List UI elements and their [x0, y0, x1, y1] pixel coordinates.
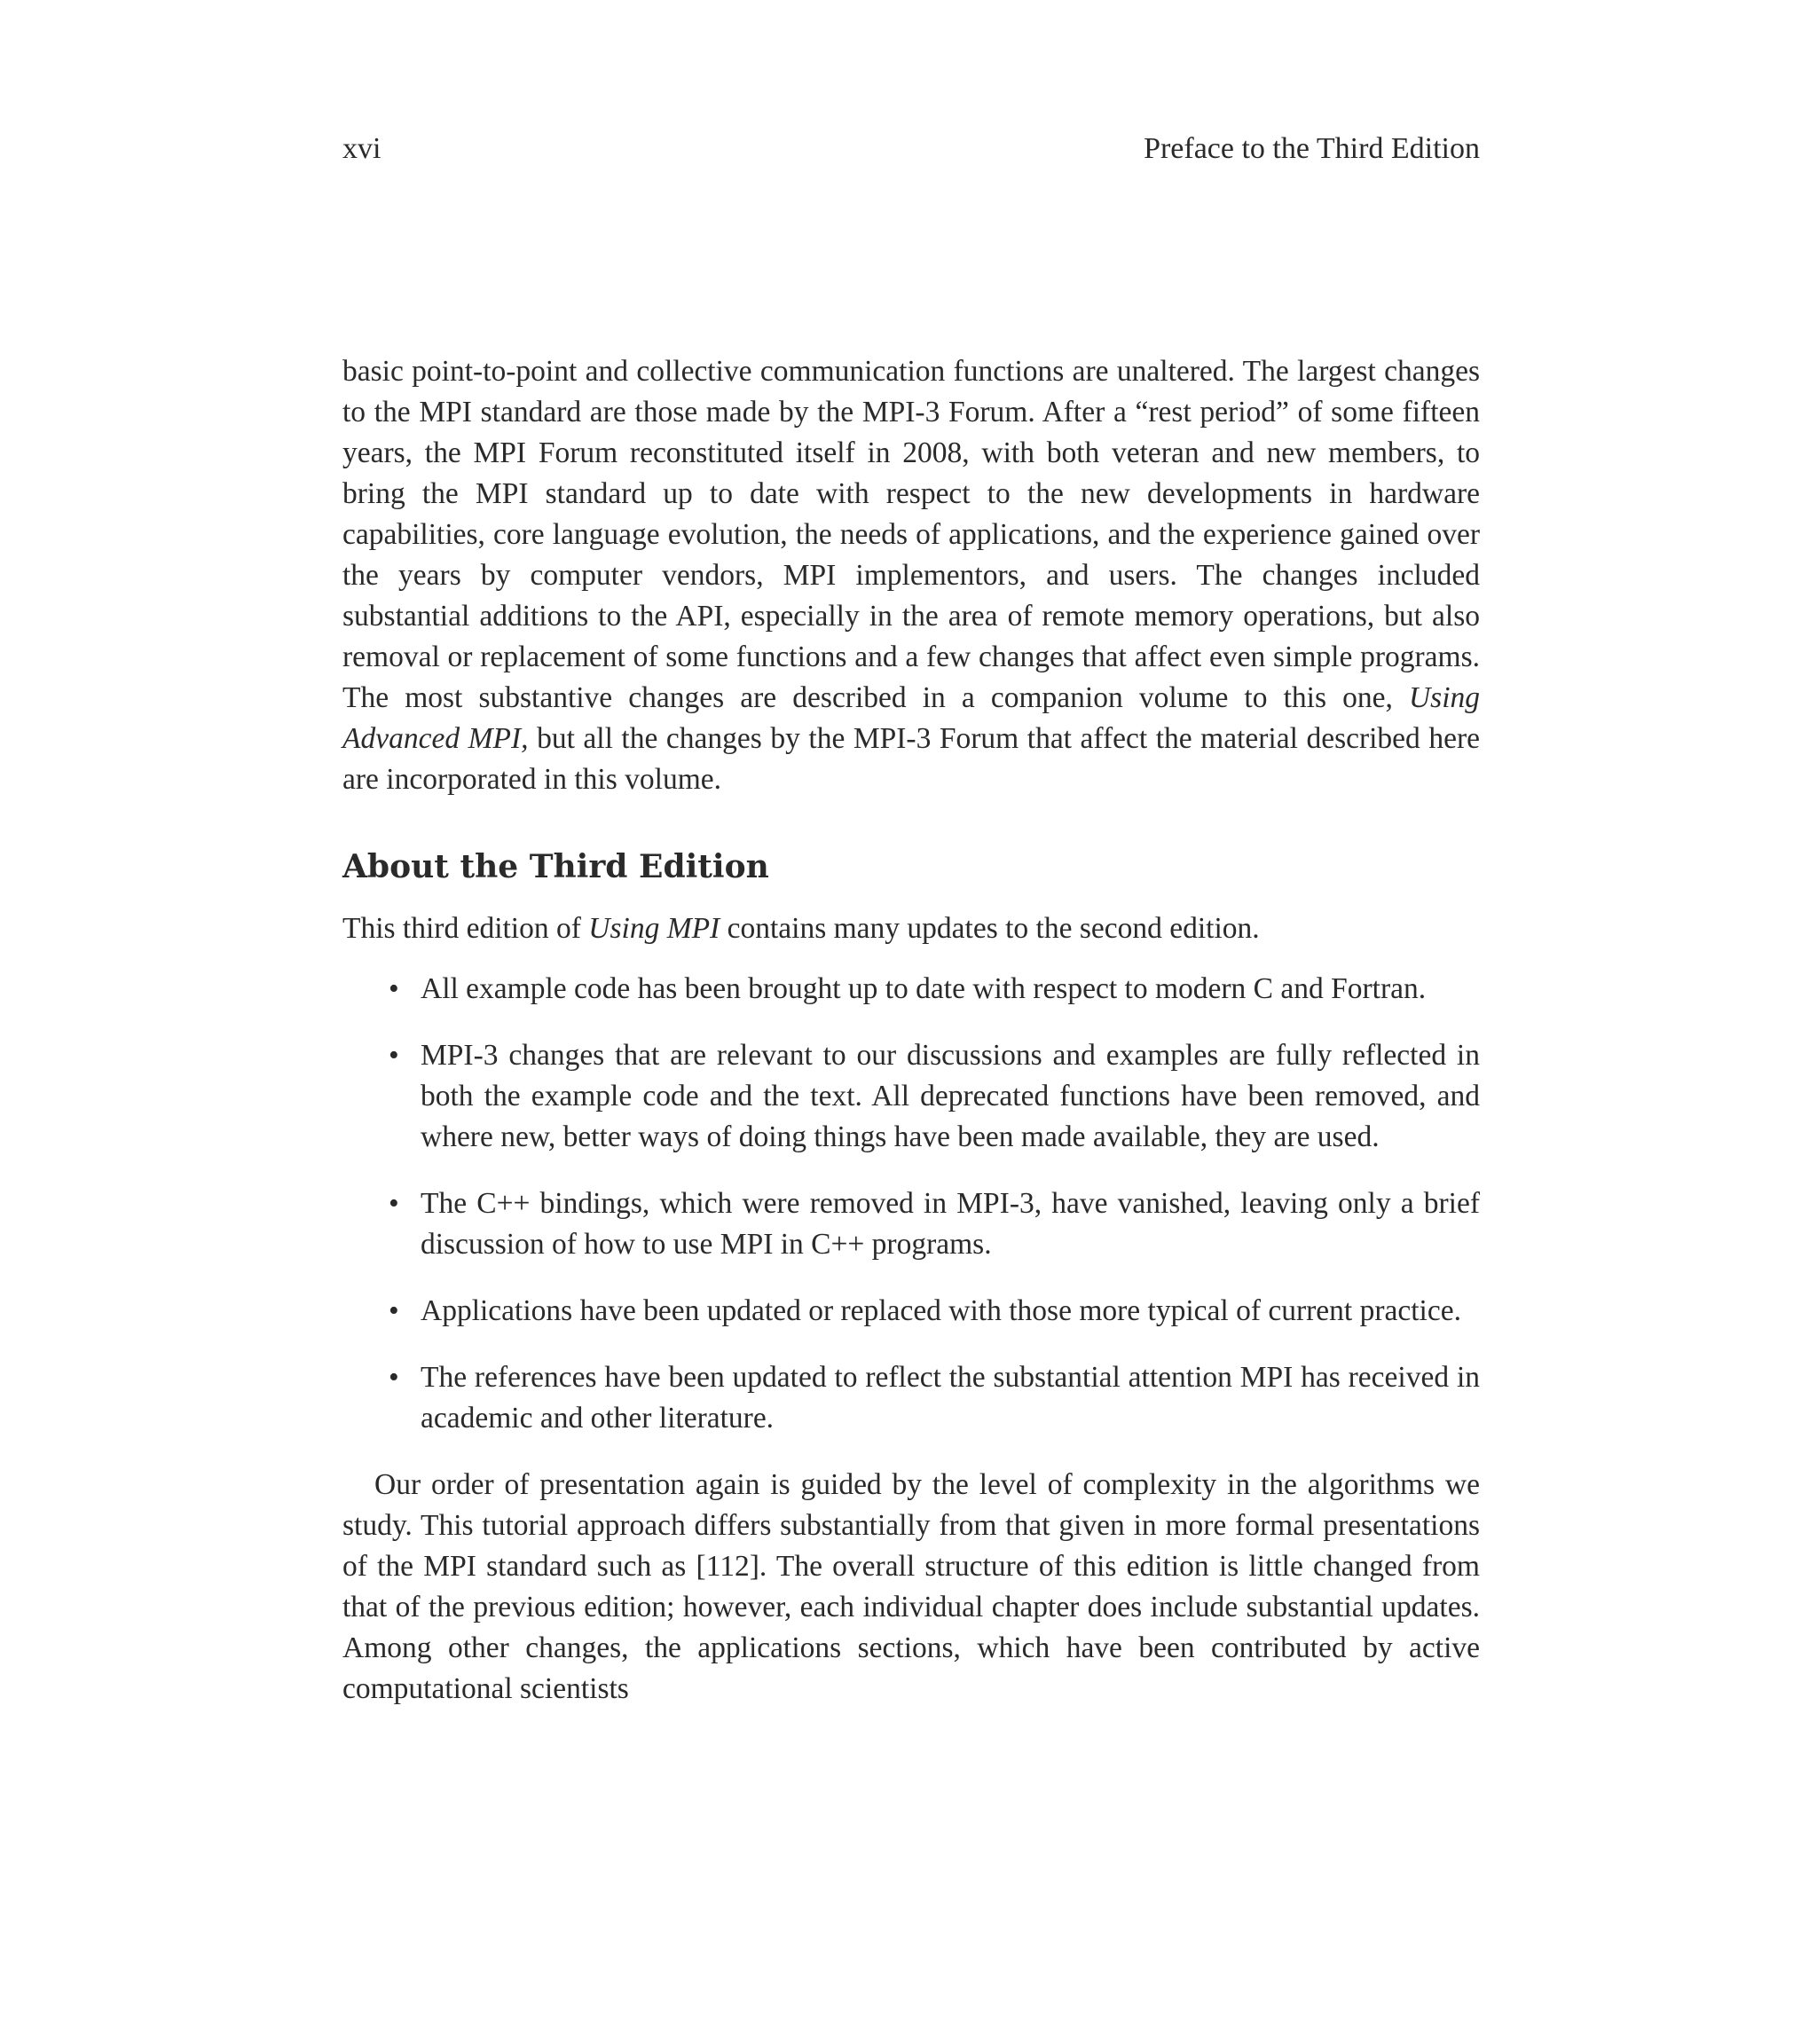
- list-item-text: Applications have been updated or replaced with those more typical of current practice.: [421, 1294, 1461, 1327]
- bullet-icon: •: [389, 1361, 399, 1394]
- bullet-icon: •: [389, 1039, 399, 1072]
- list-item-text: MPI-3 changes that are relevant to our discussions and examples are fully reflected in both the example code and the text. All deprecated functions have been removed, and where new, better ways of doing things have been made available, they are used.: [421, 1039, 1480, 1153]
- page-number: xvi: [342, 132, 381, 165]
- intro-after: contains many updates to the second edition.: [727, 912, 1260, 945]
- book-title-using-mpi: Using MPI: [588, 912, 720, 945]
- book-title-using-advanced-mpi: Using Advanced MPI,: [342, 681, 1481, 755]
- bullet-icon: •: [389, 972, 399, 1005]
- list-item: [342, 969, 1480, 1010]
- paragraph-continued-text: basic point-to-point and collective communication functions are unaltered. The largest changes to the MPI standard are those made by the MPI-3 Forum. After a “rest period” of some fifteen years, the MPI Forum reconstituted itself in 2008, with both veteran and new members, to bring the MPI standard up to date with respect to the new developments in hardware capabilities, core language evolution, the needs of applications, and the experience gained over the years by computer vendors, MPI implementors, and users. The changes included substantial additions to the API, especially in the area of remote memory operations, but also removal or replacement of some functions and a few changes that affect even simple programs. The most substantive changes are described in a companion volume to this one,: [342, 355, 1480, 714]
- paragraph-final: Our order of presentation again is guided by the level of complexity in the algorithms we study. This tutorial approach differs substantially from that given in more formal presentations of the MPI standard such as [112]. The overall structure of this edition is little changed from that of the previous edition; however, each individual chapter does include substantial updates. Among other changes, the applications sections, which have been contributed by active computational scientists: [342, 1468, 1480, 1705]
- list-item-text: The C++ bindings, which were removed in MPI-3, have vanished, leaving only a brief discussion of how to use MPI in C++ programs.: [421, 1187, 1480, 1261]
- list-item: [342, 1035, 1480, 1158]
- section-heading: About the Third Edition: [342, 848, 769, 885]
- list-item-text: The references have been updated to reflect the substantial attention MPI has received in academic and other literature.: [421, 1361, 1480, 1435]
- main-text: [342, 351, 1480, 1710]
- intro-sentence: [342, 908, 1480, 949]
- intro-before: This third edition of: [342, 912, 581, 945]
- bullet-icon: •: [389, 1294, 399, 1327]
- list-item: [342, 1183, 1480, 1265]
- updates-list: [342, 969, 1480, 1439]
- paragraph-continued-end: but all the changes by the MPI-3 Forum that affect the material described here are incorporated in this volume.: [342, 722, 1480, 796]
- list-item: [342, 1291, 1480, 1332]
- running-title: Preface to the Third Edition: [1144, 132, 1480, 165]
- paragraph-continued: [342, 351, 1480, 800]
- bullet-icon: •: [389, 1187, 399, 1220]
- running-head: [342, 130, 1480, 169]
- list-item-text: All example code has been brought up to date with respect to modern C and Fortran.: [421, 972, 1427, 1005]
- list-item: [342, 1357, 1480, 1439]
